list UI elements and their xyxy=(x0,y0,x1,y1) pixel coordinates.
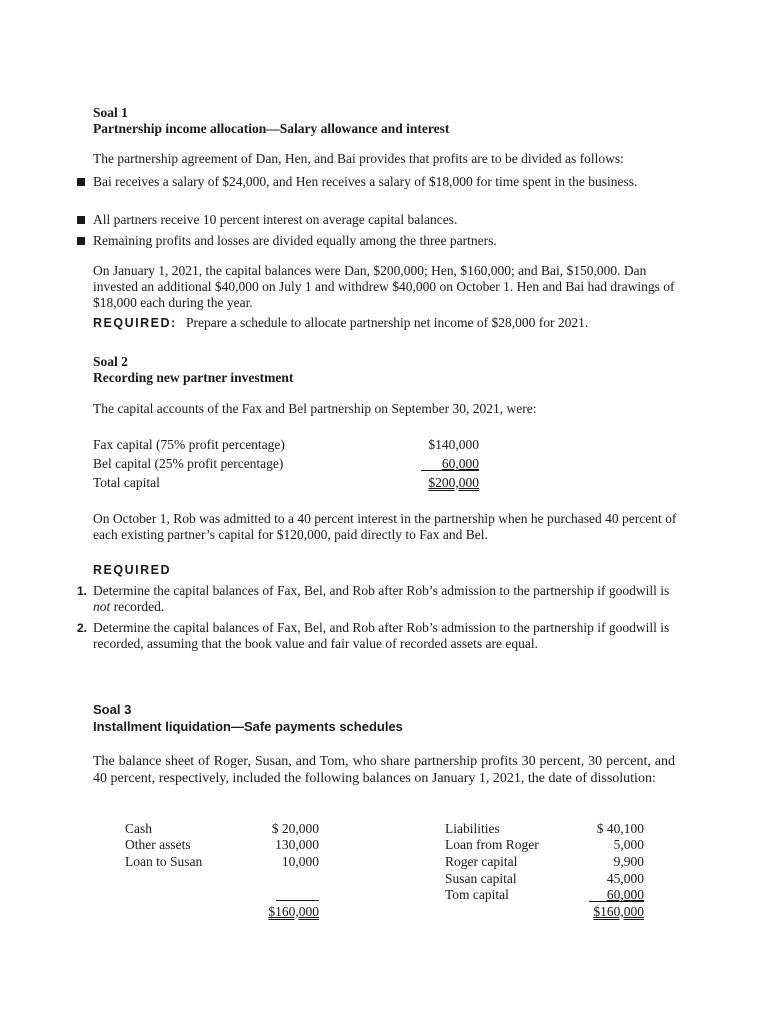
bullet-text: Remaining profits and losses are divided equally among the three partners. xyxy=(93,233,497,248)
liability-label: Susan capital xyxy=(445,871,517,886)
soal1-paragraph: On January 1, 2021, the capital balances were Dan, $200,000; Hen, $160,000; and Bai, $150,000. Dan invested an additional $40,000 on July 1 and withdrew $40,000 on October 1. Hen and Bai had drawings of $18,000 each during the year. xyxy=(93,263,675,310)
required-item xyxy=(77,620,677,652)
liability-label: Roger capital xyxy=(445,854,518,869)
asset-label: Loan to Susan xyxy=(125,854,203,869)
table-row-value: $140,000 xyxy=(428,437,479,452)
asset-value: $ 20,000 xyxy=(271,821,319,836)
underline-rule xyxy=(589,901,644,902)
soal2-title: Recording new partner investment xyxy=(93,370,294,385)
liability-value: 60,000 xyxy=(606,887,644,902)
bullet-square-icon xyxy=(77,174,85,190)
underline-rule xyxy=(421,470,479,471)
liability-label: Loan from Roger xyxy=(445,837,539,852)
asset-label: Other assets xyxy=(125,837,191,852)
assets-total: $160,000 xyxy=(268,904,319,919)
asset-label: Cash xyxy=(125,821,152,836)
soal1-bullet xyxy=(77,233,677,249)
underline-rule xyxy=(276,900,319,901)
liabilities-total: $160,000 xyxy=(593,904,644,919)
bullet-square-icon xyxy=(77,212,85,228)
liability-value: $ 40,100 xyxy=(596,821,644,836)
liability-value: 9,900 xyxy=(613,854,644,869)
liability-label: Tom capital xyxy=(445,887,509,902)
table-row-label: Fax capital (75% profit percentage) xyxy=(93,437,285,452)
table-row-label: Total capital xyxy=(93,475,160,490)
soal1-bullet xyxy=(77,212,677,228)
bullet-text: All partners receive 10 percent interest on average capital balances. xyxy=(93,212,458,227)
soal1-intro: The partnership agreement of Dan, Hen, and Bai provides that profits are to be divided as follows: xyxy=(93,151,624,166)
bullet-text: Bai receives a salary of $24,000, and Hen receives a salary of $18,000 for time spent in the business. xyxy=(93,174,638,189)
soal2-paragraph: On October 1, Rob was admitted to a 40 percent interest in the partnership when he purchased 40 percent of each existing partner’s capital for $120,000, paid directly to Fax and Bel. xyxy=(93,511,677,542)
soal1-required xyxy=(93,315,588,331)
asset-value: 130,000 xyxy=(275,837,319,852)
bullet-square-icon xyxy=(77,233,85,249)
liability-value: 45,000 xyxy=(606,871,644,886)
soal2-intro: The capital accounts of the Fax and Bel partnership on September 30, 2021, were: xyxy=(93,401,537,416)
required-text: Prepare a schedule to allocate partnership net income of $28,000 for 2021. xyxy=(186,315,589,330)
table-row-label: Bel capital (25% profit percentage) xyxy=(93,456,284,471)
soal1-title: Partnership income allocation—Salary allowance and interest xyxy=(93,121,450,136)
table-row-value: $200,000 xyxy=(428,475,479,490)
required-item xyxy=(77,583,677,615)
item-number: 1. xyxy=(77,584,88,598)
soal2-required-label: REQUIRED xyxy=(93,563,171,577)
soal2-label: Soal 2 xyxy=(93,354,128,369)
soal1-label: Soal 1 xyxy=(93,105,128,120)
liability-label: Liabilities xyxy=(445,821,500,836)
liability-value: 5,000 xyxy=(613,837,644,852)
required-label: REQUIRED: xyxy=(93,316,177,330)
item-text: Determine the capital balances of Fax, Bel, and Rob after Rob’s admission to the partnership if goodwill is not recorded. xyxy=(93,583,670,614)
asset-value: 10,000 xyxy=(281,854,319,869)
table-row-value: 60,000 xyxy=(441,456,479,471)
soal1-bullet xyxy=(77,174,677,190)
item-number: 2. xyxy=(77,621,88,635)
item-text: Determine the capital balances of Fax, Bel, and Rob after Rob’s admission to the partnership if goodwill is recorded, assuming that the book value and fair value of recorded assets are equal. xyxy=(93,620,670,651)
soal3-label: Soal 3 xyxy=(93,702,132,717)
soal3-paragraph: The balance sheet of Roger, Susan, and Tom, who share partnership profits 30 percent, 30 percent, and 40 percent, respectively, included the following balances on January 1, 2021, the date of dissolution: xyxy=(93,754,675,786)
soal3-title: Installment liquidation—Safe payments schedules xyxy=(93,719,403,734)
